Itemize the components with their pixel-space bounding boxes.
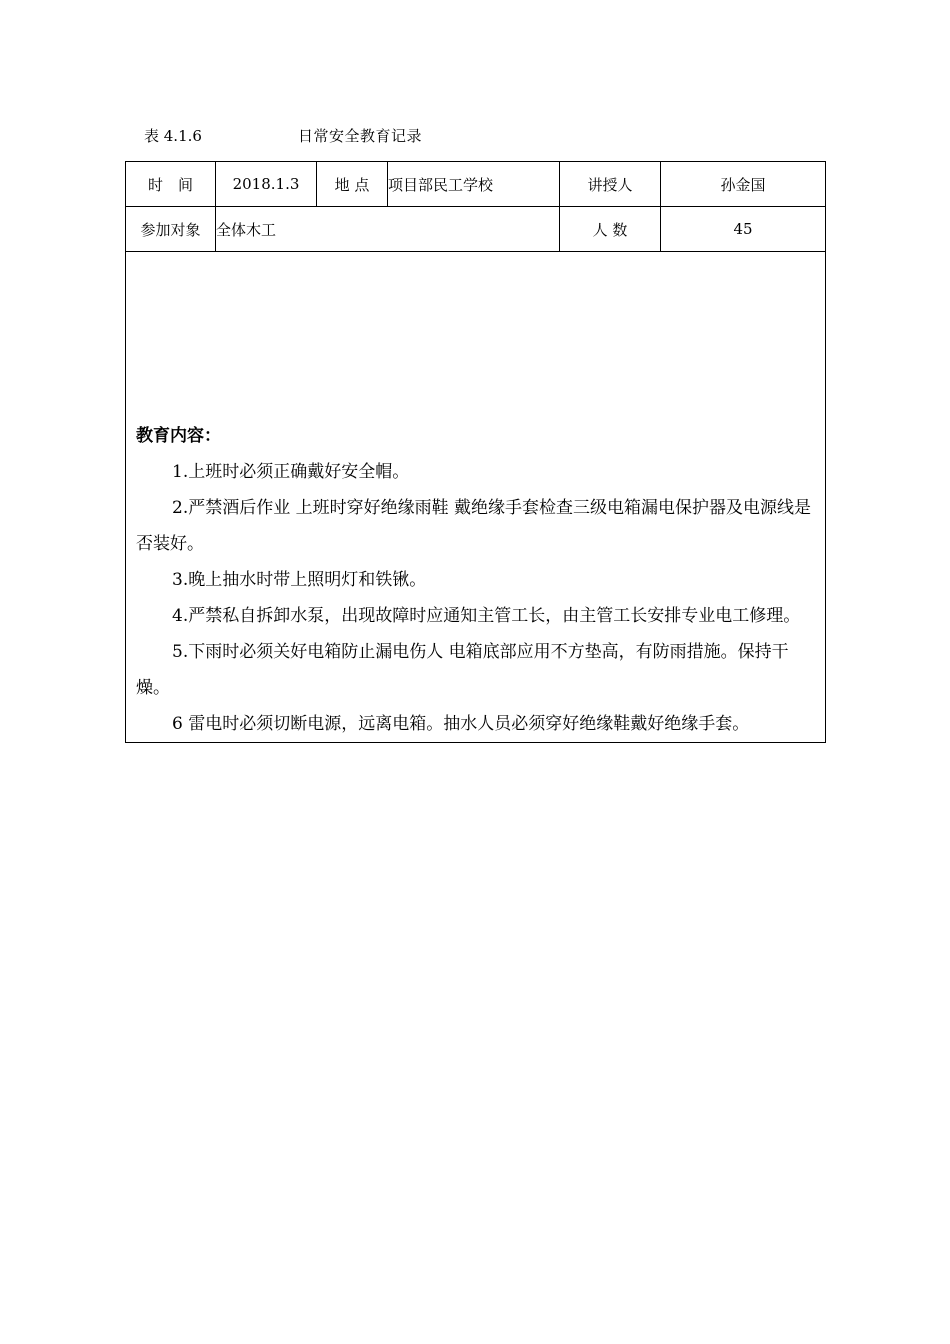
content-heading: 教育内容： [136, 426, 221, 446]
content-item: 2.严禁酒后作业 上班时穿好绝缘雨鞋 戴绝缘手套检查三级电箱漏电保护器及电源线是否装好。 [136, 498, 812, 554]
content-item: 3.晚上抽水时带上照明灯和铁锹。 [172, 570, 427, 590]
count-value: 45 [661, 207, 826, 252]
time-value: 2018.1.3 [216, 162, 317, 207]
content-item: 6 雷电时必须切断电源，远离电箱。抽水人员必须穿好绝缘鞋戴好绝缘手套。 [172, 714, 750, 734]
education-content [126, 252, 825, 742]
table-row [126, 252, 826, 743]
count-label: 人 数 [560, 207, 661, 252]
content-item: 1.上班时必须正确戴好安全帽。 [172, 462, 410, 482]
education-content-cell [126, 252, 826, 743]
table-caption [144, 126, 422, 146]
audience-value: 全体木工 [216, 207, 560, 252]
table-row [126, 207, 826, 252]
table-number: 表 4.1.6 [144, 127, 202, 145]
time-label: 时 间 [126, 162, 216, 207]
content-item: 4.严禁私自拆卸水泵，出现故障时应通知主管工长，由主管工长安排专业电工修理。 [172, 606, 801, 626]
education-record-table [125, 161, 826, 743]
document-title: 日常安全教育记录 [298, 127, 423, 145]
content-item: 5.下雨时必须关好电箱防止漏电伤人 电箱底部应用不方垫高，有防雨措施。保持干燥。 [136, 642, 789, 698]
lecturer-label: 讲授人 [560, 162, 661, 207]
place-value: 项目部民工学校 [388, 162, 560, 207]
audience-label: 参加对象 [126, 207, 216, 252]
lecturer-value: 孙金国 [661, 162, 826, 207]
table-row [126, 162, 826, 207]
place-label: 地 点 [317, 162, 388, 207]
